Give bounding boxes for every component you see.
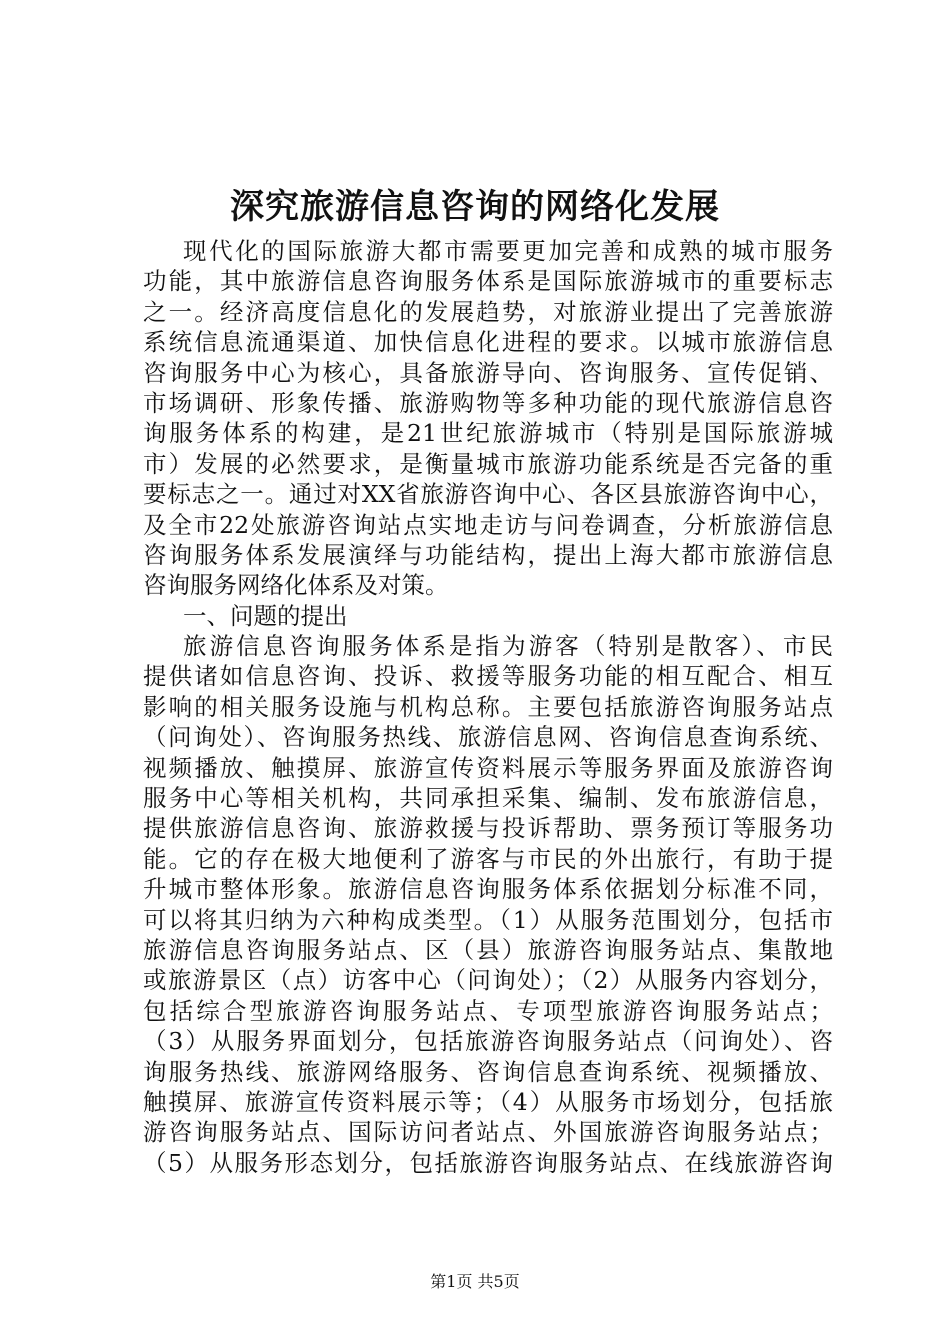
paragraph-line: 提供旅游信息咨询、旅游救援与投诉帮助、票务预订等服务功 — [143, 814, 833, 843]
paragraph-line: 触摸屏、旅游宣传资料展示等；（4）从服务市场划分，包括旅 — [143, 1087, 833, 1116]
paragraph-line: 及全市22处旅游咨询站点实地走访与问卷调查，分析旅游信息 — [143, 510, 833, 539]
paragraph-line: 能。它的存在极大地便利了游客与市民的外出旅行，有助于提 — [143, 844, 833, 873]
paragraph-line: 市场调研、形象传播、旅游购物等多种功能的现代旅游信息咨 — [143, 388, 833, 417]
paragraph-line: （5）从服务形态划分，包括旅游咨询服务站点、在线旅游咨询 — [143, 1148, 833, 1177]
paragraph-line: 游咨询服务站点、国际访问者站点、外国旅游咨询服务站点； — [143, 1118, 833, 1147]
paragraph-line: 可以将其归纳为六种构成类型。（1）从服务范围划分，包括市 — [143, 905, 833, 934]
paragraph-line: （问询处）、咨询服务热线、旅游信息网、咨询信息查询系统、 — [143, 723, 833, 752]
paragraph-line: 影响的相关服务设施与机构总称。主要包括旅游咨询服务站点 — [143, 692, 833, 721]
paragraph-line: 包括综合型旅游咨询服务站点、专项型旅游咨询服务站点； — [143, 996, 833, 1025]
paragraph-line: 之一。经济高度信息化的发展趋势，对旅游业提出了完善旅游 — [143, 297, 833, 326]
paragraph-line: 系统信息流通渠道、加快信息化进程的要求。以城市旅游信息 — [143, 328, 833, 357]
paragraph-line: 市）发展的必然要求，是衡量城市旅游功能系统是否完备的重 — [143, 449, 833, 478]
section-heading: 一、问题的提出 — [183, 601, 348, 630]
paragraph-line: 旅游信息咨询服务体系是指为游客（特别是散客）、市民 — [183, 632, 833, 661]
paragraph-line: 功能，其中旅游信息咨询服务体系是国际旅游城市的重要标志 — [143, 267, 833, 296]
paragraph-line: 提供诸如信息咨询、投诉、救援等服务功能的相互配合、相互 — [143, 662, 833, 691]
paragraph-line: 询服务热线、旅游网络服务、咨询信息查询系统、视频播放、 — [143, 1057, 833, 1086]
paragraph-line: （3）从服务界面划分，包括旅游咨询服务站点（问询处）、咨 — [143, 1027, 833, 1056]
paragraph-line: 视频播放、触摸屏、旅游宣传资料展示等服务界面及旅游咨询 — [143, 753, 833, 782]
paragraph-line: 升城市整体形象。旅游信息咨询服务体系依据划分标准不同， — [143, 875, 833, 904]
paragraph-line: 旅游信息咨询服务站点、区（县）旅游咨询服务站点、集散地 — [143, 935, 833, 964]
paragraph-line: 服务中心等相关机构，共同承担采集、编制、发布旅游信息， — [143, 784, 833, 813]
paragraph-line: 咨询服务体系发展演绎与功能结构，提出上海大都市旅游信息 — [143, 540, 833, 569]
document-title: 深究旅游信息咨询的网络化发展 — [230, 187, 720, 227]
paragraph-line: 咨询服务中心为核心，具备旅游导向、咨询服务、宣传促销、 — [143, 358, 833, 387]
document-body — [143, 236, 833, 1178]
paragraph-line: 或旅游景区（点）访客中心（问询处）；（2）从服务内容划分， — [143, 966, 833, 995]
paragraph-line: 要标志之一。通过对XX省旅游咨询中心、各区县旅游咨询中心， — [143, 480, 833, 509]
page-footer: 第1页 共5页 — [430, 1272, 520, 1291]
paragraph-line: 现代化的国际旅游大都市需要更加完善和成熟的城市服务 — [183, 237, 833, 265]
paragraph-line: 咨询服务网络化体系及对策。 — [143, 571, 449, 600]
paragraph-line: 询服务体系的构建，是21世纪旅游城市（特别是国际旅游城 — [143, 419, 833, 448]
